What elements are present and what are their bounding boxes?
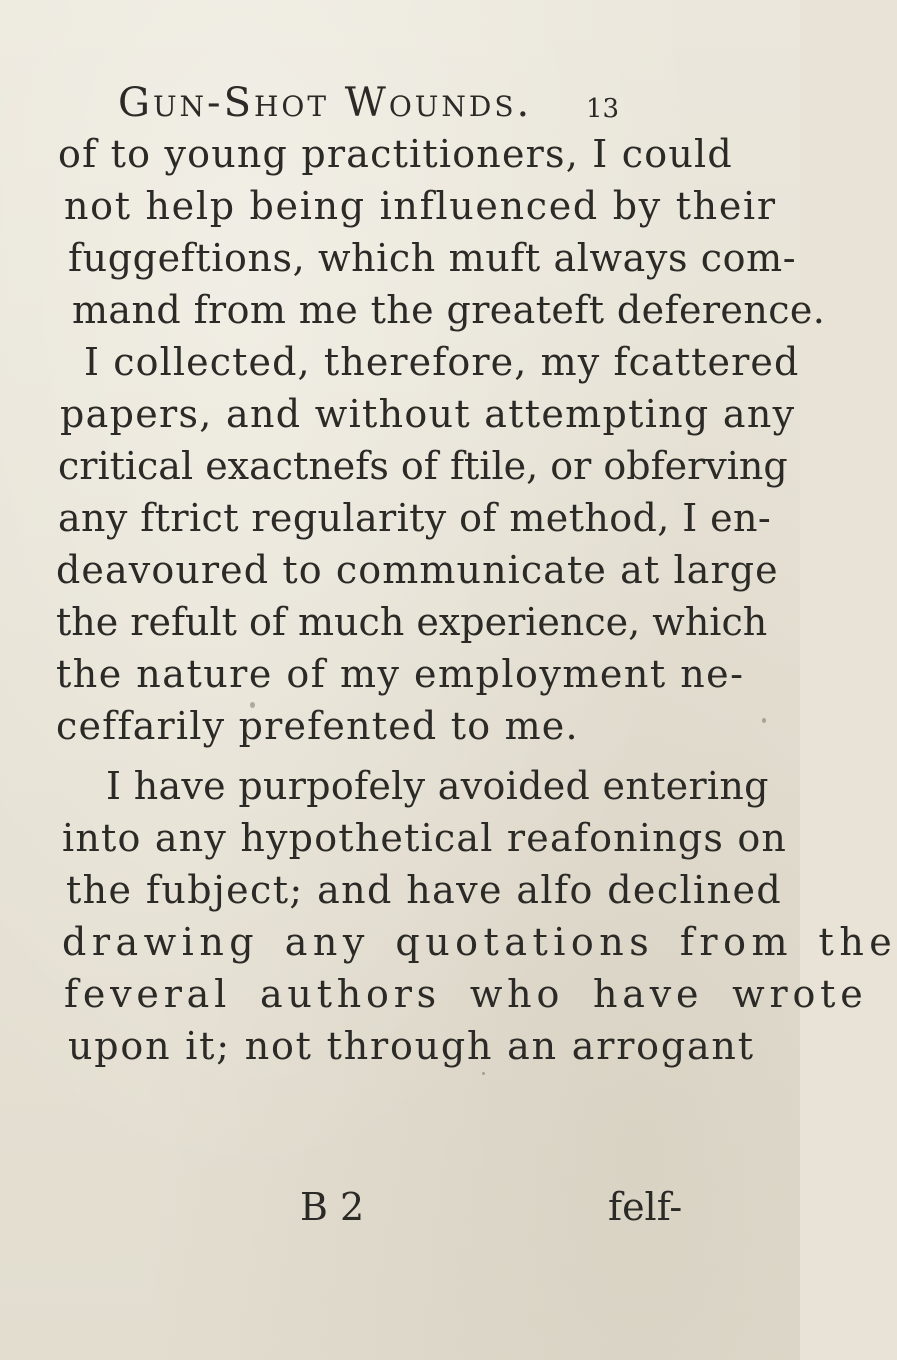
- text-line: of to young practitioners, I could: [58, 132, 733, 176]
- paper-speck: [482, 1072, 485, 1075]
- page-footer: [0, 1181, 800, 1233]
- text-line: critical exactnefs of ftile, or obferving: [58, 444, 788, 488]
- text-line: deavoured to communicate at large: [56, 548, 779, 592]
- catchword: felf-: [608, 1185, 683, 1229]
- text-line: mand from me the greateft deference.: [72, 288, 826, 332]
- text-line: papers, and without attempting any: [60, 392, 796, 436]
- text-line: ceffarily prefented to me.: [56, 704, 579, 748]
- text-line: feveral authors who have wrote: [64, 972, 868, 1016]
- text-line: I have purpofely avoided entering: [106, 764, 769, 808]
- text-line: any ftrict regularity of method, I en-: [58, 496, 772, 540]
- text-line: fuggeftions, which muft always com-: [68, 236, 797, 280]
- text-line: I collected, therefore, my fcattered: [84, 340, 800, 384]
- text-line: into any hypothetical reafonings on: [62, 816, 788, 860]
- text-line: not help being influenced by their: [64, 184, 777, 228]
- text-line: the refult of much experience, which: [56, 600, 768, 644]
- running-head: [118, 78, 678, 128]
- paper-speck: [762, 718, 766, 723]
- text-line: upon it; not through an arrogant: [68, 1024, 755, 1068]
- paper-speck: [250, 702, 255, 708]
- text-line: drawing any quotations from the: [62, 920, 897, 964]
- text-line: the fubject; and have alfo declined: [66, 868, 783, 912]
- page-number: 13: [586, 94, 620, 124]
- text-line: the nature of my employment ne-: [56, 652, 745, 696]
- signature-mark: B 2: [300, 1185, 365, 1229]
- running-head-title: Gun-Shot Wounds.: [118, 80, 533, 126]
